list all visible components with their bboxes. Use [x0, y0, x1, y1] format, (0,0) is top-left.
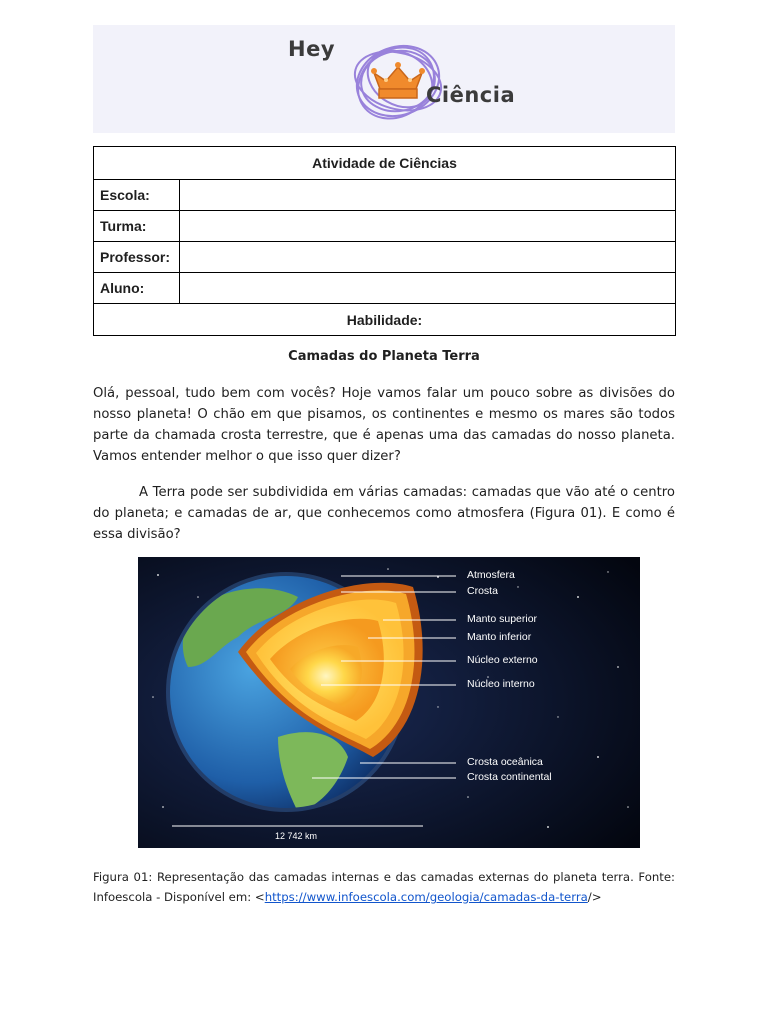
label-crosta-continental: Crosta continental	[467, 771, 552, 783]
earth-layers-illustration	[138, 557, 640, 848]
class-field[interactable]	[180, 211, 676, 242]
label-nucleo-externo: Núcleo externo	[467, 654, 538, 666]
hey-ciencia-logo	[288, 33, 518, 125]
document-title: Camadas do Planeta Terra	[288, 349, 480, 364]
header-banner	[93, 25, 675, 133]
teacher-field[interactable]	[180, 242, 676, 273]
logo-word-ciencia: Ciência	[426, 83, 516, 107]
label-manto-inferior: Manto inferior	[467, 631, 532, 643]
layers-paragraph: A Terra pode ser subdividida em várias camadas: camadas que vão até o centro do planeta; e camadas de ar, que conhecemos como atmosfera (Figura 01). E como é essa divisão?	[93, 485, 675, 542]
intro-paragraph: Olá, pessoal, tudo bem com vocês? Hoje vamos falar um pouco sobre as divisões do nosso planeta! O chão em que pisamos, os continentes e mesmo os mares são todos parte da chamada crosta terrestre, que é apenas uma das camadas do nosso planeta. Vamos entender melhor o que isso quer dizer?	[93, 386, 675, 464]
figure-caption	[93, 867, 675, 907]
label-atmosfera: Atmosfera	[467, 569, 515, 581]
caption-text: Figura 01: Representação das camadas internas e das camadas externas do planeta terra. Fonte: Infoescola - Disponível em: <	[93, 870, 675, 904]
class-label: Turma:	[94, 211, 180, 242]
activity-title: Atividade de Ciências	[94, 147, 676, 180]
caption-suffix: />	[587, 890, 602, 904]
crown-icon	[371, 62, 425, 98]
source-link[interactable]: https://www.infoescola.com/geologia/camadas-da-terra	[264, 890, 588, 904]
label-nucleo-interno: Núcleo interno	[467, 678, 535, 690]
school-label: Escola:	[94, 180, 180, 211]
logo-word-hey: Hey	[288, 37, 336, 61]
skill-label: Habilidade:	[94, 304, 676, 336]
teacher-label: Professor:	[94, 242, 180, 273]
label-crosta: Crosta	[467, 585, 498, 597]
student-label: Aluno:	[94, 273, 180, 304]
student-field[interactable]	[180, 273, 676, 304]
label-crosta-oceanica: Crosta oceânica	[467, 756, 543, 768]
earth-layers-figure	[138, 557, 640, 848]
label-manto-superior: Manto superior	[467, 613, 538, 625]
activity-info-table	[93, 146, 676, 336]
school-field[interactable]	[180, 180, 676, 211]
diameter-scale-label: 12 742 km	[275, 831, 318, 841]
